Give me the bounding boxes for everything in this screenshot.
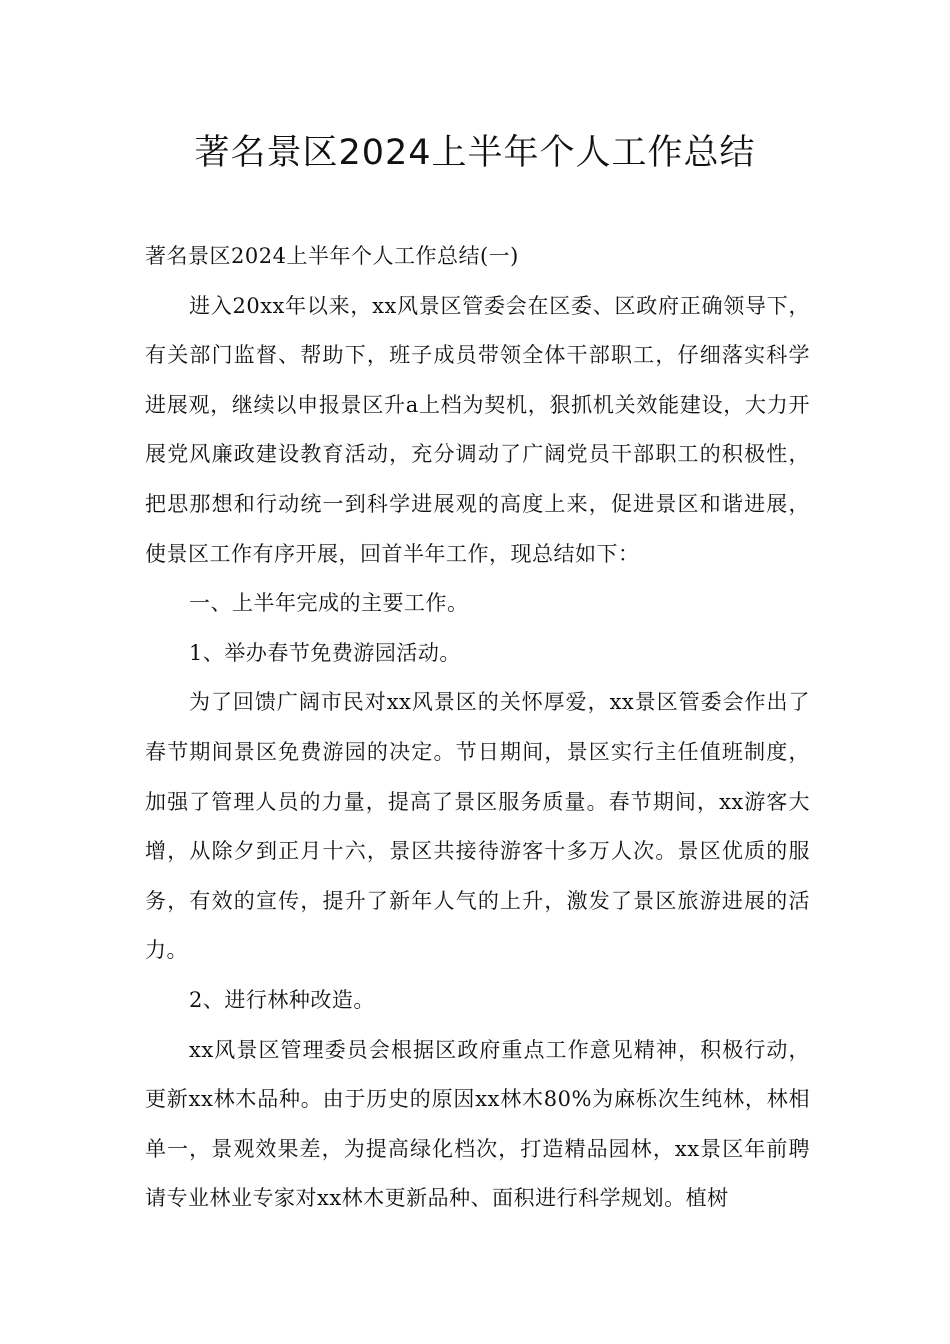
paragraph-spring-festival: 为了回馈广阔市民对xx风景区的关怀厚爱，xx景区管委会作出了春节期间景区免费游园的决定。节日期间，景区实行主任值班制度，加强了管理人员的力量，提高了景区服务质量。春节期间，xx游客大增，从除夕到正月十六，景区共接待游客十多万人次。景区优质的服务，有效的宣传，提升了新年人气的上升，激发了景区旅游进展的活力。: [145, 690, 810, 963]
item-heading-forest-renewal: 2、进行林种改造。: [189, 987, 375, 1012]
document-subtitle: 著名景区2024上半年个人工作总结(一): [145, 244, 519, 268]
section-heading-main-work: 一、上半年完成的主要工作。: [189, 591, 469, 616]
document-body: [145, 232, 810, 1224]
paragraph-forest-renewal: xx风景区管理委员会根据区政府重点工作意见精神，积极行动，更新xx林木品种。由于历史的原因xx林木80%为麻栎次生纯林，林相单一，景观效果差，为提高绿化档次，打造精品园林，xx景区年前聘请专业林业专家对xx林木更新品种、面积进行科学规划。植树: [145, 1037, 810, 1211]
item-heading-spring-festival: 1、举办春节免费游园活动。: [189, 640, 461, 665]
paragraph-intro: 进入20xx年以来，xx风景区管委会在区委、区政府正确领导下，有关部门监督、帮助下，班子成员带领全体干部职工，仔细落实科学进展观，继续以申报景区升a上档为契机，狠抓机关效能建设，大力开展党风廉政建设教育活动，充分调动了广阔党员干部职工的积极性，把思那想和行动统一到科学进展观的高度上来，促进景区和谐进展，使景区工作有序开展，回首半年工作，现总结如下：: [145, 293, 810, 566]
document-title: 著名景区2024上半年个人工作总结: [194, 133, 756, 173]
